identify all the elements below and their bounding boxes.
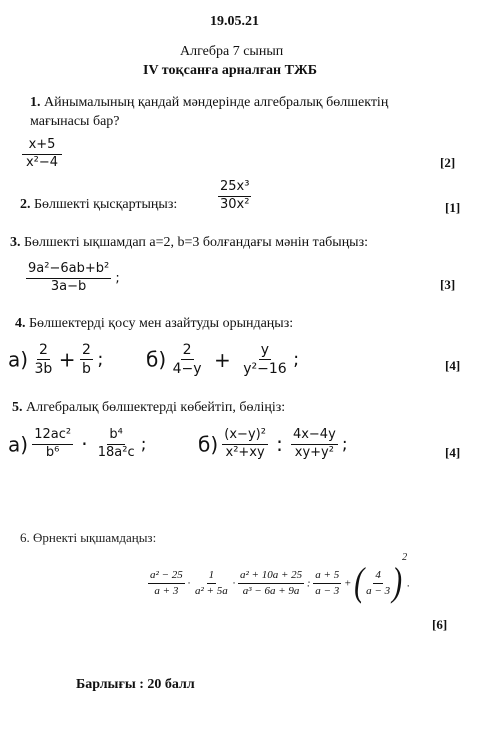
question-5a-operator: · <box>81 432 88 457</box>
question-1-denominator: x²−4 <box>25 154 59 170</box>
question-4b-fraction2-numerator: y <box>259 342 271 360</box>
question-3-denominator: 3a−b <box>50 278 87 294</box>
question-3-label: Бөлшекті ықшамдап a=2, b=3 болғандағы мәнін табыңыз: <box>24 235 369 250</box>
question-4a-operator: + <box>58 347 76 372</box>
question-5a-semicolon: ; <box>140 434 147 455</box>
question-2-score: [1] <box>445 200 461 215</box>
question-4a-fraction2-denominator: b <box>82 361 91 378</box>
question-6-fraction2-numerator: 1 <box>207 569 217 584</box>
question-6-fraction4-numerator: a + 5 <box>313 569 341 584</box>
question-1-fraction <box>22 138 62 171</box>
question-4a-fraction2-numerator: 2 <box>80 342 93 360</box>
question-4-text <box>15 316 293 332</box>
question-5b-fraction1-numerator: (x−y)² <box>222 428 268 445</box>
question-4b-operator: + <box>213 347 231 372</box>
question-4b-fraction2-denominator: y²−16 <box>243 361 287 378</box>
question-5b-fraction2-numerator: 4x−4y <box>291 428 338 445</box>
question-6-fraction2-denominator: a² + 5a <box>194 584 228 597</box>
exam-date: 19.05.21 <box>210 14 259 29</box>
question-4a-label: а) <box>8 347 29 372</box>
question-6-period: . <box>407 577 410 590</box>
question-6-fraction3-denominator: a³ − 6a + 9a <box>242 584 300 597</box>
question-1-score: [2] <box>440 155 456 170</box>
question-4-number: 4. <box>15 316 26 331</box>
question-1-text <box>30 95 388 111</box>
question-2-numerator: 25x³ <box>218 180 251 197</box>
question-6-fraction5-numerator: 4 <box>373 569 383 584</box>
question-4-label: Бөлшектерді қосу мен азайтуды орындаңыз: <box>29 316 294 331</box>
question-6-operator4: + <box>343 577 352 590</box>
question-2-fraction <box>218 180 251 213</box>
question-6-number: 6. <box>20 530 30 545</box>
question-5b-fraction2-denominator: xy+y² <box>294 444 334 460</box>
question-5b-semicolon: ; <box>341 434 348 455</box>
question-3-numerator: 9a²−6ab+b² <box>26 262 111 279</box>
question-6-text <box>20 530 156 546</box>
question-5b-operator: : <box>276 432 283 457</box>
question-2-number: 2. <box>20 197 31 212</box>
question-6-paren-close: ) <box>392 560 403 606</box>
question-5-score: [4] <box>445 445 461 460</box>
question-4a-fraction1-numerator: 2 <box>37 342 50 360</box>
question-4a-fraction1-denominator: 3b <box>34 361 53 378</box>
question-4a-semicolon: ; <box>97 349 104 371</box>
question-5-number: 5. <box>12 400 23 415</box>
total-score: Барлығы : 20 балл <box>76 677 195 692</box>
question-5a-fraction1-numerator: 12ac² <box>32 428 73 445</box>
question-6-fraction1-denominator: a + 3 <box>154 584 179 597</box>
question-2-label: Бөлшекті қысқартыңыз: <box>34 197 178 212</box>
question-3-score: [3] <box>440 277 456 292</box>
question-4-score: [4] <box>445 358 461 373</box>
question-6-fraction5-denominator: a − 3 <box>366 584 391 597</box>
question-4a-expression <box>8 342 103 377</box>
question-4b-label: б) <box>146 347 167 372</box>
question-4b-semicolon: ; <box>293 349 300 371</box>
question-3-number: 3. <box>10 235 21 250</box>
question-1-numerator: x+5 <box>22 138 62 155</box>
question-6-expression <box>148 552 410 606</box>
question-6-fraction4-denominator: a − 3 <box>315 584 340 597</box>
question-5a-fraction2-denominator: 18a²c <box>97 444 135 460</box>
question-5a-label: а) <box>8 432 29 457</box>
question-4b-expression <box>146 342 299 377</box>
question-3-fraction <box>26 262 120 295</box>
question-6-operator2: · <box>232 577 236 590</box>
question-5a-expression <box>8 428 146 461</box>
question-5a-fraction1-denominator: b⁶ <box>45 444 60 460</box>
question-5b-label: б) <box>198 432 219 457</box>
question-5b-expression <box>198 428 348 461</box>
question-6-operator1: · <box>187 577 191 590</box>
question-2-denominator: 30x² <box>220 196 250 212</box>
question-2-text <box>20 197 177 213</box>
question-4b-fraction1-denominator: 4−y <box>172 361 202 378</box>
question-6-fraction3-numerator: a² + 10a + 25 <box>238 569 304 584</box>
question-1-line2: мағынасы бар? <box>30 114 120 129</box>
question-5b-fraction1-denominator: x²+xy <box>225 444 265 460</box>
question-3-text <box>10 235 368 251</box>
exam-title: IV тоқсанға арналған ТЖБ <box>143 63 318 78</box>
question-1-number: 1. <box>30 95 41 110</box>
question-1-line1: Айнымалының қандай мәндерінде алгебралық бөлшектің <box>44 95 389 110</box>
exam-subject: Алгебра 7 сынып <box>180 44 284 59</box>
question-6-exponent: 2 <box>402 552 408 563</box>
question-5-text <box>12 400 285 416</box>
question-4b-fraction1-numerator: 2 <box>181 342 194 360</box>
question-6-paren-open: ( <box>354 560 365 606</box>
question-6-operator3: : <box>306 577 311 590</box>
question-6-score: [6] <box>432 617 448 632</box>
question-5a-fraction2-numerator: b⁴ <box>107 428 124 445</box>
question-6-label: Өрнекті ықшамдаңыз: <box>33 530 157 545</box>
question-5-label: Алгебралық бөлшектерді көбейтіп, бөліңіз: <box>26 400 286 415</box>
question-6-fraction1-numerator: a² − 25 <box>148 569 185 584</box>
question-3-semicolon: ; <box>115 270 120 286</box>
